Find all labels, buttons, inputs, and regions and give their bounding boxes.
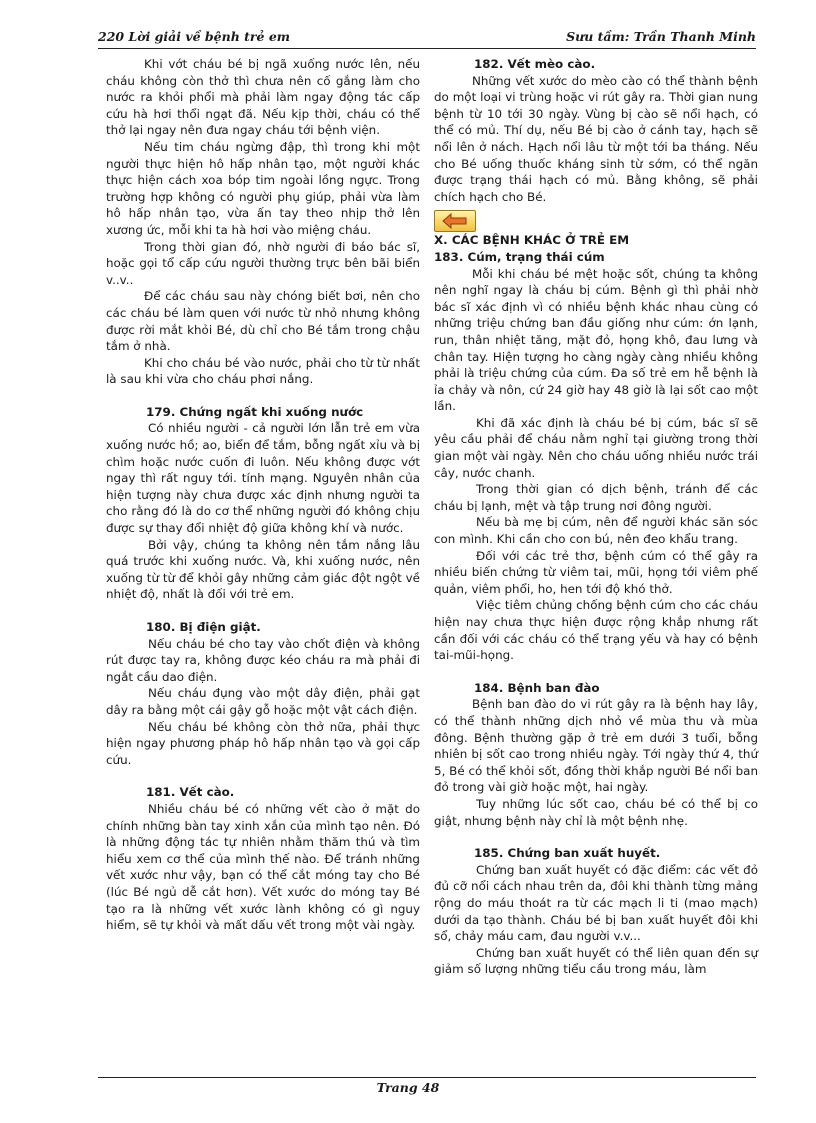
paragraph: Mỗi khi cháu bé mệt hoặc sốt, chúng ta không nên nghĩ ngay là cháu bị cúm. Bệnh gì thì phải nhờ bác sĩ xác định vì có nhiều bệnh khác nhau cùng có những triệu chứng ban đầu giống như cúm: ớn lạnh, run, thân nhiệt tăng, mặt đỏ, họng khô, đau lưng và chân tay. Hiện tượng ho càng ngày càng nhiều không phải là triệu chứng của cúm. Đa số trẻ em hễ bệnh là ỉa chảy và nôn, cứ 24 giờ hay 48 giờ là lại sốt cao một lần. — [434, 266, 758, 414]
paragraph: Bệnh ban đào do vi rút gây ra là bệnh hay lây, có thể thành những dịch nhỏ về mùa thu và mùa đông. Bệnh thường gặp ở trẻ em dưới 3 tuổi, bỗng nhiên bị sốt cao trong nhiều ngày. Tới ngày thứ 4, thứ 5, Bé có thể khỏi sốt, đồng thời khắp người Bé nổi ban đỏ trong vài giờ hoặc một, hai ngày. — [434, 697, 758, 795]
paragraph: Những vết xước do mèo cào có thể thành bệnh do một loại vi trùng hoặc vi rút gây ra. Thời gian nung bệnh từ 10 tới 30 ngày. Vùng bị cào sẽ nổi hạch, có thể có mủ. Thí dụ, nếu Bé bị cào ở cánh tay, hạch sẽ nổi lên ở nách. Hạch nổi lâu từ một tới ba tháng. Nếu cho Bé uống thuốc kháng sinh từ sớm, có thể ngăn được trạng thái hạch có mủ. Bằng không, sẽ phải chích hạch cho Bé. — [434, 73, 758, 204]
paragraph: Chứng ban xuất huyết có đặc điểm: các vết đỏ đủ cỡ nổi cách nhau trên da, đôi khi thành từng mảng rộng do máu thoát ra từ các mạch li ti (mao mạch) dưới da tạo thành. Cháu bé bị ban xuất huyết đôi khi sổ, chảy máu cam, đau người v.v... — [434, 862, 758, 944]
paragraph: Trong thời gian có dịch bệnh, tránh để các cháu bị lạnh, mệt và tập trung nơi đông người. — [434, 482, 758, 513]
page-number: Trang 48 — [376, 1080, 440, 1095]
paragraph: Để các cháu sau này chóng biết bơi, nên cho các cháu bé làm quen với nước từ nhỏ nhưng không được rời mắt khỏi Bé, dù chỉ cho Bé tắm trong chậu tắm ở nhà. — [106, 289, 420, 354]
section-heading-179: 179. Chứng ngất khi xuống nước — [146, 404, 364, 419]
back-button[interactable] — [434, 210, 476, 232]
paragraph: Đối với các trẻ thơ, bệnh cúm có thể gây ra nhiều biến chứng từ viêm tai, mũi, họng tới viêm phế quản, viêm phổi, ho, hen tới độ khó thở. — [434, 548, 758, 596]
footer-divider — [98, 1077, 756, 1078]
paragraph: Nếu bà mẹ bị cúm, nên để người khác săn sóc con mình. Khi cần cho con bú, nên đeo khẩu trang. — [434, 515, 758, 547]
section-heading-185: 185. Chứng ban xuất huyết. — [474, 846, 661, 861]
section-heading-182: 182. Vết mèo cào. — [474, 57, 596, 71]
paragraph: Khi vớt cháu bé bị ngã xuống nước lên, nếu cháu không còn thở thì chưa nên cố gắng làm cho nước ra khỏi phổi mà phải làm ngay động tác cấp cứu hà hơi thổi ngạt đã. Nếu kịp thời, cháu có thể thở lại ngay nên đưa ngay cháu tới bệnh viện. — [106, 57, 420, 138]
chapter-heading: X. CÁC BỆNH KHÁC Ở TRẺ EM — [434, 233, 630, 248]
paragraph: Chứng ban xuất huyết có thể liên quan đến sự giảm số lượng những tiểu cầu trong máu, làm — [434, 945, 758, 977]
paragraph: Nếu cháu bé không còn thở nữa, phải thực hiện ngay phương pháp hô hấp nhân tạo và gọi cấp cứu. — [106, 719, 420, 767]
section-heading-183: 183. Cúm, trạng thái cúm — [434, 249, 605, 264]
paragraph: Nhiều cháu bé có những vết cào ở mặt do chính những bàn tay xinh xắn của mình tạo nên. Đó là những động tác tự nhiên nhằm thăm thú và tìm hiểu xem cơ thể của mình thế nào. Để tránh những vết xước như vậy, bạn có thể cắt móng tay cho Bé (lúc Bé ngủ dễ cắt hơn). Vết xước do móng tay Bé tạo ra là những vết xước lành không có gì nguy hiểm, sẽ tự khỏi và mất dấu vết trong một vài ngày. — [106, 801, 420, 933]
book-title: 220 Lời giải về bệnh trẻ em — [98, 29, 290, 44]
section-heading-184: 184. Bệnh ban đào — [474, 680, 600, 695]
compiler-credit: Sưu tầm: Trần Thanh Minh — [566, 29, 756, 44]
section-heading-181: 181. Vết cào. — [146, 785, 235, 800]
paragraph: Việc tiêm chủng chống bệnh cúm cho các cháu hiện nay chưa thực hiện được rộng khắp nhưng rất cần đối với các cháu có thể trạng yếu và hay có bệnh tai-mũi-họng. — [434, 598, 758, 663]
paragraph: Nếu cháu đụng vào một dây điện, phải gạt dây ra bằng một cái gậy gỗ hoặc một vật cách điện. — [106, 686, 420, 717]
paragraph: Khi cho cháu bé vào nước, phải cho từ từ nhất là sau khi vừa cho cháu phơi nắng. — [106, 355, 420, 387]
back-arrow-icon — [442, 213, 468, 229]
paragraph: Bởi vậy, chúng ta không nên tắm nắng lâu quá trước khi xuống nước. Và, khi xuống nước, nên xuống từ từ để khỏi gây những cảm giác đột ngột về nhiệt độ, nhất là đối với trẻ em. — [106, 537, 420, 602]
paragraph: Có nhiều người - cả người lớn lẫn trẻ em vừa xuống nước hồ; ao, biển để tắm, bỗng ngất xỉu và bị chìm hoặc nước cuốn đi luôn. Nếu không được vớt ngay thì rất nguy tới. tính mạng. Nguyên nhân của hiện tượng này chưa được xác định nhưng người ta cho rằng đó là do cơ thể những người đó không chịu được sự thay đổi nhiệt độ giữa không khí và nước. — [106, 421, 420, 536]
paragraph: Trong thời gian đó, nhờ người đi báo bác sĩ, hoặc gọi tổ cấp cứu người thường trực bên bãi biển v..v.. — [106, 239, 420, 287]
page-header — [98, 26, 756, 48]
paragraph: Khi đã xác định là cháu bé bị cúm, bác sĩ sẽ yêu cầu phải để cháu nằm nghỉ tại giường trong thời gian một vài ngày. Nên cho cháu uống nhiều nước trái cây, nước chanh. — [434, 415, 758, 480]
right-column — [434, 56, 758, 978]
paragraph: Tuy những lúc sốt cao, cháu bé có thể bị co giật, nhưng bệnh này chỉ là một bệnh nhẹ. — [434, 796, 758, 828]
paragraph: Nếu tim cháu ngừng đập, thì trong khi một người thực hiện hô hấp nhân tạo, một người khác thực hiện cách xoa bóp tim ngoài lồng ngực. Trong trường hợp không có người phụ giúp, phải vừa làm hô hấp nhân tạo, vừa ấn tay theo nhịp thở lên xương ức, mỗi khi ta hà hơi vào miệng cháu. — [106, 139, 420, 237]
left-column — [106, 56, 420, 934]
paragraph: Nếu cháu bé cho tay vào chốt điện và không rút được tay ra, không được kéo cháu ra mà phải đi ngắt cầu dao điện. — [106, 636, 420, 684]
section-heading-180: 180. Bị điện giật. — [146, 620, 261, 634]
header-divider — [98, 48, 756, 49]
